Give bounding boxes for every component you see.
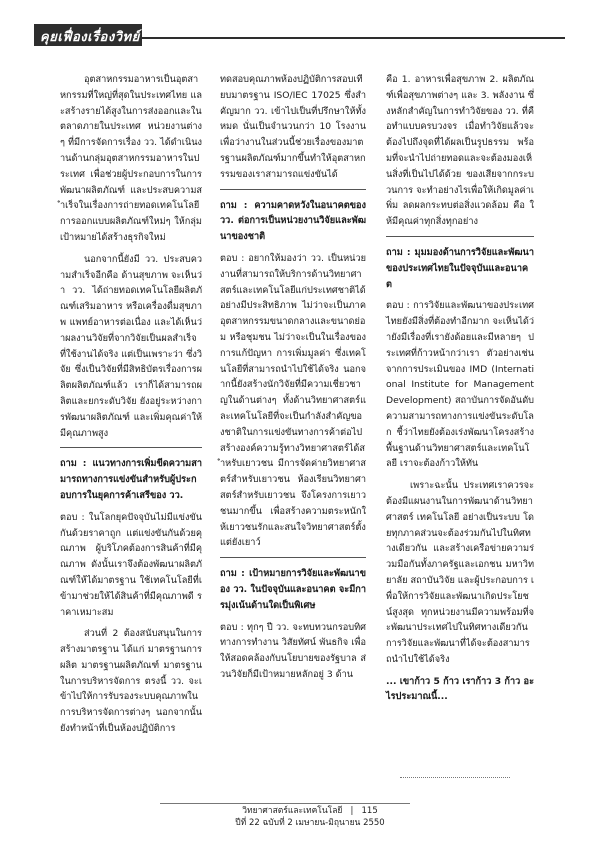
divider	[60, 447, 202, 448]
question: ถาม : แนวทางการเพิ่มขีดความสามารถทางการแข่งขันสำหรับผู้ประกอบการในยุคการค้าเสรีของ วว.	[60, 458, 202, 501]
answer: ตอบ : ในโลกยุคปัจจุบันไม่มีแข่งขันกันด้วยราคาถูก แต่แข่งขันกันด้วยคุณภาพ ผู้บริโภคต้องการสินค้าที่มีคุณภาพ ดังนั้นเราจึงต้องพัฒนาผลิตภัณฑ์ให้ได้มาตรฐาน ใช้เทคโนโลยีที่เข้ามาช่วยให้ได้สินค้าที่มีคุณภาพดี ราคาเหมาะสม	[60, 511, 202, 618]
page-number: 115	[361, 806, 378, 816]
question: ถาม : มุมมองด้านการวิจัยและพัฒนาของประเทศไทยในปัจจุบันและอนาคต	[386, 246, 534, 290]
dotted-divider	[400, 777, 510, 778]
closing-quote: ... เขาก้าว 5 ก้าว เราก้าว 3 ก้าว อะไรประมาณนี้...	[386, 675, 534, 703]
footer-rule	[160, 803, 410, 804]
issue-info: ปีที่ 22 ฉบับที่ 2 เมษายน-มิถุนายน 2550	[235, 818, 385, 828]
divider	[386, 236, 534, 237]
question: ถาม : เป้าหมายการวิจัยและพัฒนาของ วว. ในปัจจุบันและอนาคต จะมีการมุ่งเน้นด้านใดเป็นพิเศษ	[220, 568, 366, 611]
footer-line-1: วิทยาศาสตร์และเทคโนโลยี | 115	[242, 806, 378, 816]
header-rule	[142, 37, 565, 39]
paragraph: เพราะฉะนั้น ประเทศเราควรจะต้องมีแผนงานในการพัฒนาด้านวิทยาศาสตร์ เทคโนโลยี อย่างเป็นระบบ โดยทุกภาคส่วนจะต้องร่วมกันไปในทิศทางเดียวกัน และสร้างเครือข่ายความร่วมมือกันทั้งภาครัฐและเอกชน มหาวิทยาลัย สถาบันวิจัย และผู้ประกอบการ เพื่อให้การวิจัยและพัฒนาเกิดประโยชน์สูงสุด ทุกหน่วยงานมีความพร้อมที่จะพัฒนาประเทศไปในทิศทางเดียวกัน การวิจัยและพัฒนาที่ได้จะต้องสามารถนำไปใช้ได้จริง	[386, 480, 534, 665]
magazine-name: วิทยาศาสตร์และเทคโนโลยี	[242, 806, 343, 816]
paragraph: นอกจากนี้ยังมี วว. ประสบความสำเร็จอีกคือ ด้านสุขภาพ จะเห็นว่า วว. ได้ถ่ายทอดเทคโนโลยีผลิตภัณฑ์เสริมอาหาร หรือเครื่องดื่มสุขภาพ แพทย์อาหารต่อเนื่อง และได้เห็นว่าผลงานวิจัยที่จากวิจัยเป็นผลสำเร็จที่ใช้งานได้จริง แต่เป็นเพราะว่า ซึ่งวิจัย ซึ่งเป็นวิจัยที่มีสิทธิบัตรเรื่องการผลิตผลิตภัณฑ์แล้ว เราก็ได้สามารถผลิตและยกระดับวิจัย ยังอยู่ระหว่างการพัฒนาผลิตภัณฑ์ และเพิ่มคุณค่าให้มีคุณภาพสูง	[60, 253, 202, 439]
answer: ตอบ : การวิจัยและพัฒนาของประเทศไทยยังมีสิ่งที่ต้องทำอีกมาก จะเห็นได้ว่ายังมีเรื่องที่เรายังด้อยและมีหลายๆ ประเทศที่ก้าวหน้ากว่าเรา ตัวอย่างเช่น จากการประเมินของ IMD (International Institute for Management Development) สถาบันการจัดอันดับความสามารถทางการแข่งขันระดับโลก ชี้ว่าไทยยังต้องเร่งพัฒนาโครงสร้างพื้นฐานด้านวิทยาศาสตร์และเทคโนโลยี เราจะต้องก้าวให้ทัน	[386, 300, 534, 470]
page-footer	[160, 805, 460, 829]
paragraph: ทดสอบคุณภาพห้องปฏิบัติการสอบเทียบมาตรฐาน ISO/IEC 17025 ซึ่งสำคัญมาก วว. เข้าไปเป็นที่ปรึกษาให้ทั้งหมด นั่นเป็นจำนวนกว่า 10 โรงงาน เพื่อว่างานในส่วนนี้ช่วยเรื่องของมาตรฐานผลิตภัณฑ์มากขึ้นทำให้อุตสาหกรรมของเราสามารถแข่งขันได้	[220, 74, 366, 180]
column-2	[220, 72, 366, 689]
section-title: คุยเฟื่องเรื่องวิทย์	[40, 30, 140, 45]
paragraph: คือ 1. อาหารเพื่อสุขภาพ 2. ผลิตภัณฑ์เพื่อสุขภาพต่างๆ และ 3. พลังงาน ซึ่งหลักสำคัญในการทำวิจัยของ วว. ที่คือทำแบบครบวงจร เมื่อทำวิจัยแล้วจะต้องไปถึงจุดที่ได้ผลเป็นรูปธรรม พร้อมที่จะนำไปถ่ายทอดและจะต้องมองเห็นสิ่งที่เป็นไปได้ด้วย ของเสียจากกระบวนการ จะทำอย่างไรเพื่อให้เกิดมูลค่าเพิ่ม ลดผลกระทบต่อสิ่งแวดล้อม คือ ให้มีคุณค่าทุกสิ่งทุกอย่าง	[386, 74, 534, 228]
answer: ตอบ : ทุกๆ ปี วว. จะทบทวนกรอบทิศทางการทำงาน วิสัยทัศน์ พันธกิจ เพื่อให้สอดคล้องกับนโยบายของรัฐบาล ส่วนวิจัยก็มีเป้าหมายหลักอยู่ 3 ด้าน	[220, 621, 366, 680]
paragraph: อุตสาหกรรมอาหารเป็นอุตสาหกรรมที่ใหญ่ที่สุดในประเทศไทย และสร้างรายได้สูงในการส่งออกและในตลาดภายในประเทศ หน่วยงานต่างๆ ที่มีการจัดการเรื่อง วว. ได้ดำเนินงานด้านกลุ่มอุตสาหกรรมอาหารในประเทศ เพื่อช่วยผู้ประกอบการในการพัฒนาผลิตภัณฑ์ และประสบความสำเร็จในเรื่องการถ่ายทอดเทคโนโลยี การออกแบบผลิตภัณฑ์ใหม่ๆ ให้กลุ่มเป้าหมายได้สร้างธุรกิจใหม่	[60, 74, 202, 243]
answer: ตอบ : อยากให้มองว่า วว. เป็นหน่วยงานที่สามารถให้บริการด้านวิทยาศาสตร์และเทคโนโลยีแก่ประเทศชาติได้อย่างมีประสิทธิภาพ ไม่ว่าจะเป็นภาคอุตสาหกรรมขนาดกลางและขนาดย่อม หรือชุมชน ไม่ว่าจะเป็นในเรื่องของการแก้ปัญหา การเพิ่มมูลค่า ซึ่งเทคโนโลยีที่สามารถนำไปใช้ได้จริง นอกจากนี้ยังสร้างนักวิจัยที่มีความเชี่ยวชาญในด้านต่างๆ ทั้งด้านวิทยาศาสตร์และเทคโนโลยีที่จะเป็นกำลังสำคัญของชาติในการแข่งขันทางการค้าต่อไป สร้างองค์ความรู้ทางวิทยาศาสตร์ได้สำหรับเยาวชน มีการจัดค่ายวิทยาศาสตร์สำหรับเยาวชน ห้องเรียนวิทยาศาสตร์สำหรับเยาวชน จึงโครงการเยาวชนมากขึ้น เพื่อสร้างความตระหนักให้เยาวชนรักและสนใจวิทยาศาสตร์ตั้งแต่ยังเยาว์	[220, 252, 366, 549]
divider	[220, 189, 366, 190]
column-1	[60, 72, 202, 743]
column-3	[386, 72, 534, 711]
paragraph: ส่วนที่ 2 ต้องสนับสนุนในการสร้างมาตรฐาน ได้แก่ มาตรฐานการผลิต มาตรฐานผลิตภัณฑ์ มาตรฐานในการบริหารจัดการ ตรงนี้ วว. จะเข้าไปให้การรับรองระบบคุณภาพในการบริหารจัดการต่างๆ นอกจากนั้น ยังทำหน้าที่เป็นห้องปฏิบัติการ	[60, 628, 202, 735]
divider	[220, 557, 366, 558]
question: ถาม : ความคาดหวังในอนาคตของ วว. ต่อการเป็นหน่วยงานวิจัยและพัฒนาของชาติ	[220, 199, 366, 243]
